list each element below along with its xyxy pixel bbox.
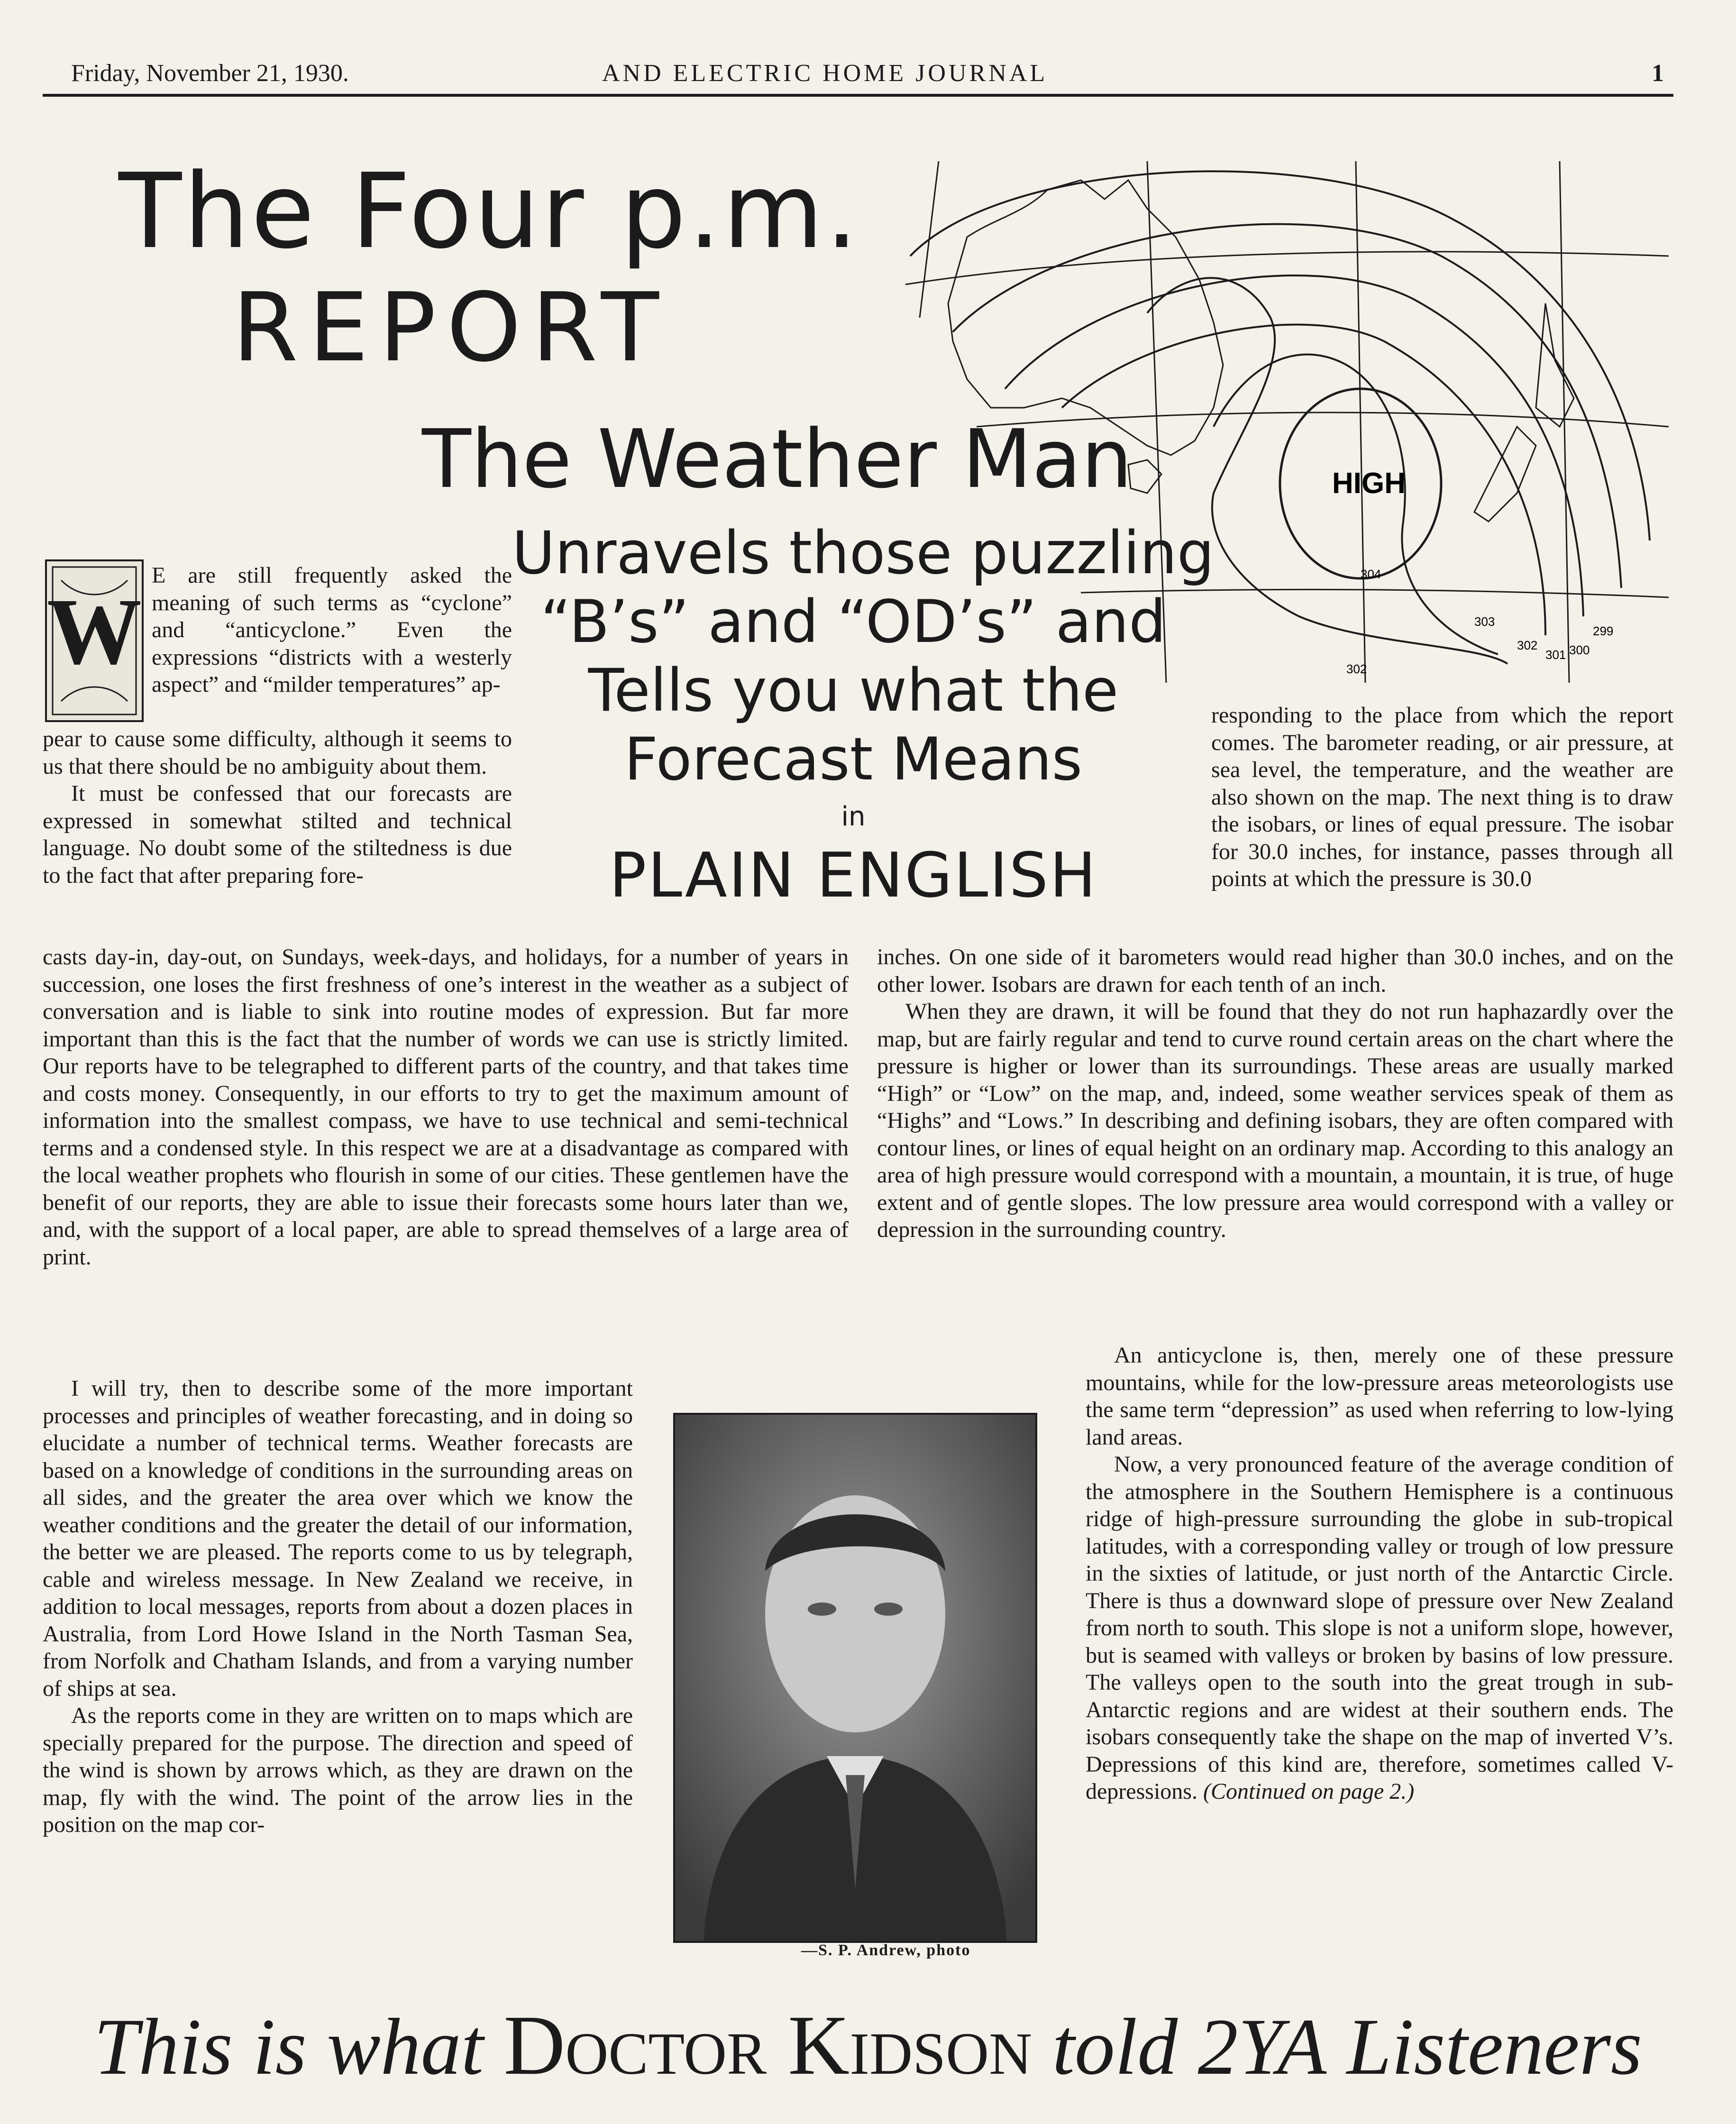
footer-part: This is what [93, 2002, 484, 2091]
drop-initial [45, 559, 144, 722]
continued-note: (Continued on page 2.) [1203, 1779, 1415, 1804]
article-intro-cont: pear to cause some difficulty, although it seems to us that there should be no ambiguity about them. It must be confessed that our forecasts are expressed in somewhat stilted and technical language. No doubt some of the stiltedness is due to the fact that after preparing fore- [43, 726, 512, 888]
paper-name: AND ELECTRIC HOME JOURNAL [602, 60, 1048, 87]
deck-in: in [841, 801, 866, 832]
deck-line-4: Forecast Means [624, 725, 1083, 794]
isobar-label: 302 [1517, 638, 1538, 652]
article-bottom-left: I will try, then to describe some of the more important processes and principles of weather forecasting, and in doing so elucidate a number of technical terms. Weather forecasts are based on a knowledge of conditions in the surrounding areas on all sides, and the greater the area over which we know the weather conditions and the greater the detail of our information, the better we are pleased. The reports come to us by telegraph, cable and wireless message. In New Zealand we receive, in addition to local messages, reports from about a dozen places in Australia, from Lord Howe Island in the North Tasman Sea, from Norfolk and Chatham Islands, and from a varying number of ships at sea. As the reports come in they are written on to maps which are specially prepared for the purpose. The direction and speed of the wind is shown by arrows which, as they are drawn on the map, fly with the wind. The point of the arrow lies in the position on the map cor- [43, 1376, 633, 1837]
article-mid-left: casts day-in, day-out, on Sundays, week-days, and holidays, for a number of years in succession, one loses the first freshness of one’s interest in the weather as a subject of conversation and is liable to sink into routine modes of expression. But far more important than this is the fact that the number of words we can use is strictly limited. Our reports have to be telegraphed to different parts of the country, and that takes time and costs money. Consequently, in our efforts to try to get the maximum amount of information into the smallest compass, we have to use technical and semi-technical terms and a condensed style. In this respect we are at a disadvantage as compared with the local weather prophets who flourish in some of our cities. These gentlemen have the benefit of our reports, they are able to issue their forecasts some hours later than we, and, with the support of a local paper, are able to spread themselves of a large area of print. [43, 944, 849, 1270]
photo-credit: —S. P. Andrew, photo [801, 1941, 971, 1959]
portrait-photo [673, 1413, 1037, 1943]
deck-line-3: Tells you what the [588, 657, 1119, 725]
article-mid-right: inches. On one side of it barometers would read higher than 30.0 inches, and on the other lower. Isobars are drawn for each tenth of an inch. When they are drawn, it will be found that they do not run haphazardly over the map, but are fairly regular and tend to curve round certain areas on the chart where the pressure is higher or lower than its surroundings. These areas are usually marked “High” or “Low” on the map, and, indeed, some weather services speak of them as “Highs” and “Lows.” In describing and defining isobars, they are often compared with contour lines, or lines of equal height on an ordinary map. According to this analogy an area of high pressure would correspond with a mountain, a mountain, it is true, of huge extent and of gentle slopes. The low pressure area would correspond with a valley or depression in the surrounding country. [877, 944, 1673, 1242]
article-right-top: responding to the place from which the report comes. The barometer reading, or air pressure, at sea level, the temperature, and the weather are also shown on the map. The next thing is to draw the isobars, or lines of equal pressure. The isobar for 30.0 inches, for instance, passes through all points at which the pressure is 30.0 [1211, 703, 1673, 891]
map-high-label: HIGH [1332, 467, 1406, 500]
portrait-icon [675, 1415, 1035, 1941]
footer-banner [0, 1996, 1736, 2094]
deck-line-1: Unravels those puzzling [512, 519, 1215, 587]
headline-line-2: REPORT [232, 273, 669, 383]
isobar-label: 304 [1361, 567, 1381, 581]
isobar-label: 299 [1593, 624, 1614, 638]
deck-plain-english: PLAIN ENGLISH [609, 839, 1097, 911]
isobar-label: 301 [1545, 648, 1566, 662]
isobar-label: 303 [1474, 614, 1495, 629]
ornament-icon [47, 561, 142, 720]
footer-part: Listeners [1346, 2002, 1643, 2091]
page-number: 1 [1652, 60, 1664, 87]
article-intro: E are still frequently asked the meaning of such terms as “cyclone” and “anticyclone.” Even the expressions “districts with a westerly aspect” and “milder temperatures” ap- [152, 563, 512, 697]
deck-line-2: “B’s” and “OD’s” and [540, 588, 1166, 656]
article-bottom-right: An anticyclone is, then, merely one of these pressure mountains, while for the low-pressure areas meteorologists use the same term “depression” as used when referring to low-lying land areas. Now, a very pronounced feature of the average condition of the atmosphere in the Southern Hemisphere is a continuous ridge of high-pressure surrounding the globe in sub-tropical latitudes, with a corresponding valley or trough of low pressure in the sixties of latitude, or just north of the Antarctic Circle. There is thus a downward slope of pressure over New Zealand from north to south. This slope is not a uniform slope, however, but is seamed with valleys or broken by basins of low pressure. The valleys open to the south into the great trough in sub-Antarctic regions and are widest at their southern ends. The isobars consequently take the shape on the map of inverted V’s. Depressions of this kind are, therefore, sometimes called V-depressions. (Continued on page 2.) [1086, 1343, 1673, 1804]
weather-map [882, 161, 1669, 683]
header-rule [43, 94, 1673, 97]
isobar-label: 302 [1346, 662, 1367, 676]
svg-text:W: W [47, 579, 142, 684]
headline-line-3: The Weather Man [422, 412, 1133, 506]
footer-name: Doctor Kidson [503, 1998, 1032, 2092]
isobar-label: 300 [1569, 643, 1590, 657]
issue-date: Friday, November 21, 1930. [71, 60, 349, 87]
footer-part: told 2YA [1052, 2002, 1327, 2091]
running-head [71, 59, 1664, 92]
headline-line-1: The Four p.m. [119, 152, 860, 272]
